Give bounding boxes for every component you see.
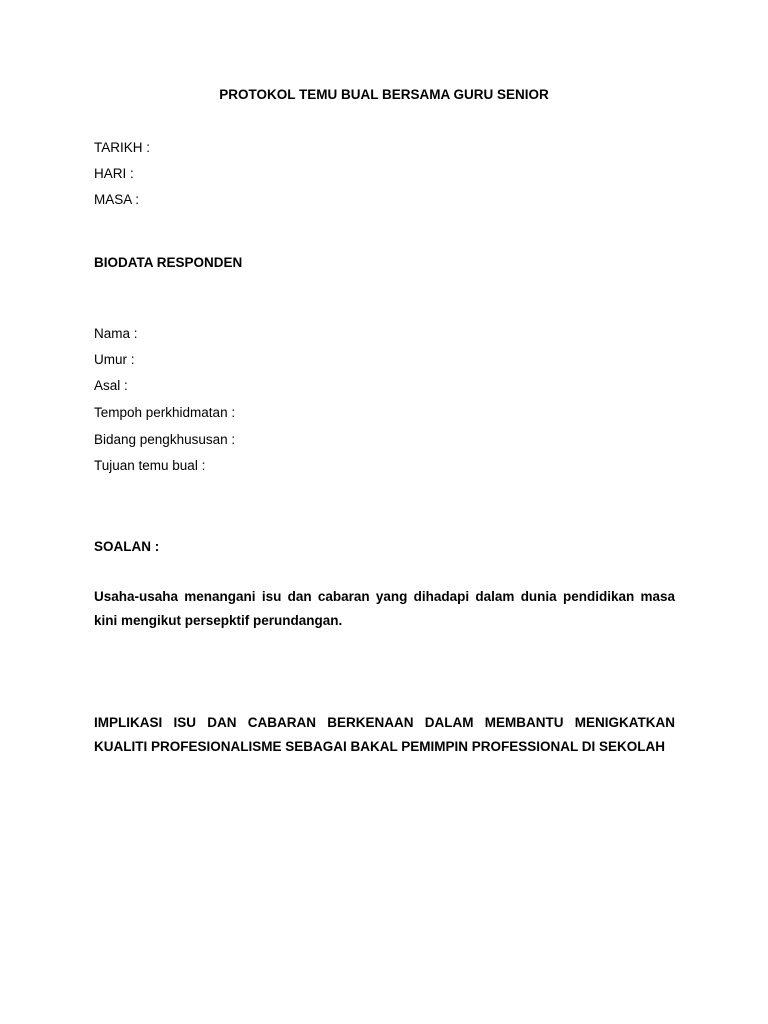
question-1: Usaha-usaha menangani isu dan cabaran yang dihadapi dalam dunia pendidikan masa kini mengikut persepktif perundangan. (94, 589, 675, 628)
field-hari: HARI : (94, 166, 134, 181)
biodata-heading: BIODATA RESPONDEN (94, 255, 243, 270)
document-title: PROTOKOL TEMU BUAL BERSAMA GURU SENIOR (219, 87, 549, 102)
field-nama: Nama : (94, 326, 138, 341)
questions-heading: SOALAN : (94, 539, 160, 554)
question-2: IMPLIKASI ISU DAN CABARAN BERKENAAN DALAM MEMBANTU MENIGKATKAN KUALITI PROFESIONALISME SEBAGAI BAKAL PEMIMPIN PROFESSIONAL DI SEKOLAH (94, 715, 675, 754)
field-asal: Asal : (94, 378, 128, 393)
field-umur: Umur : (94, 352, 135, 367)
field-tujuan-temu-bual: Tujuan temu bual : (94, 458, 206, 473)
field-tarikh: TARIKH : (94, 140, 151, 155)
field-masa: MASA : (94, 192, 140, 207)
field-tempoh-perkhidmatan: Tempoh perkhidmatan : (94, 405, 236, 420)
field-bidang-pengkhususan: Bidang pengkhususan : (94, 432, 236, 447)
